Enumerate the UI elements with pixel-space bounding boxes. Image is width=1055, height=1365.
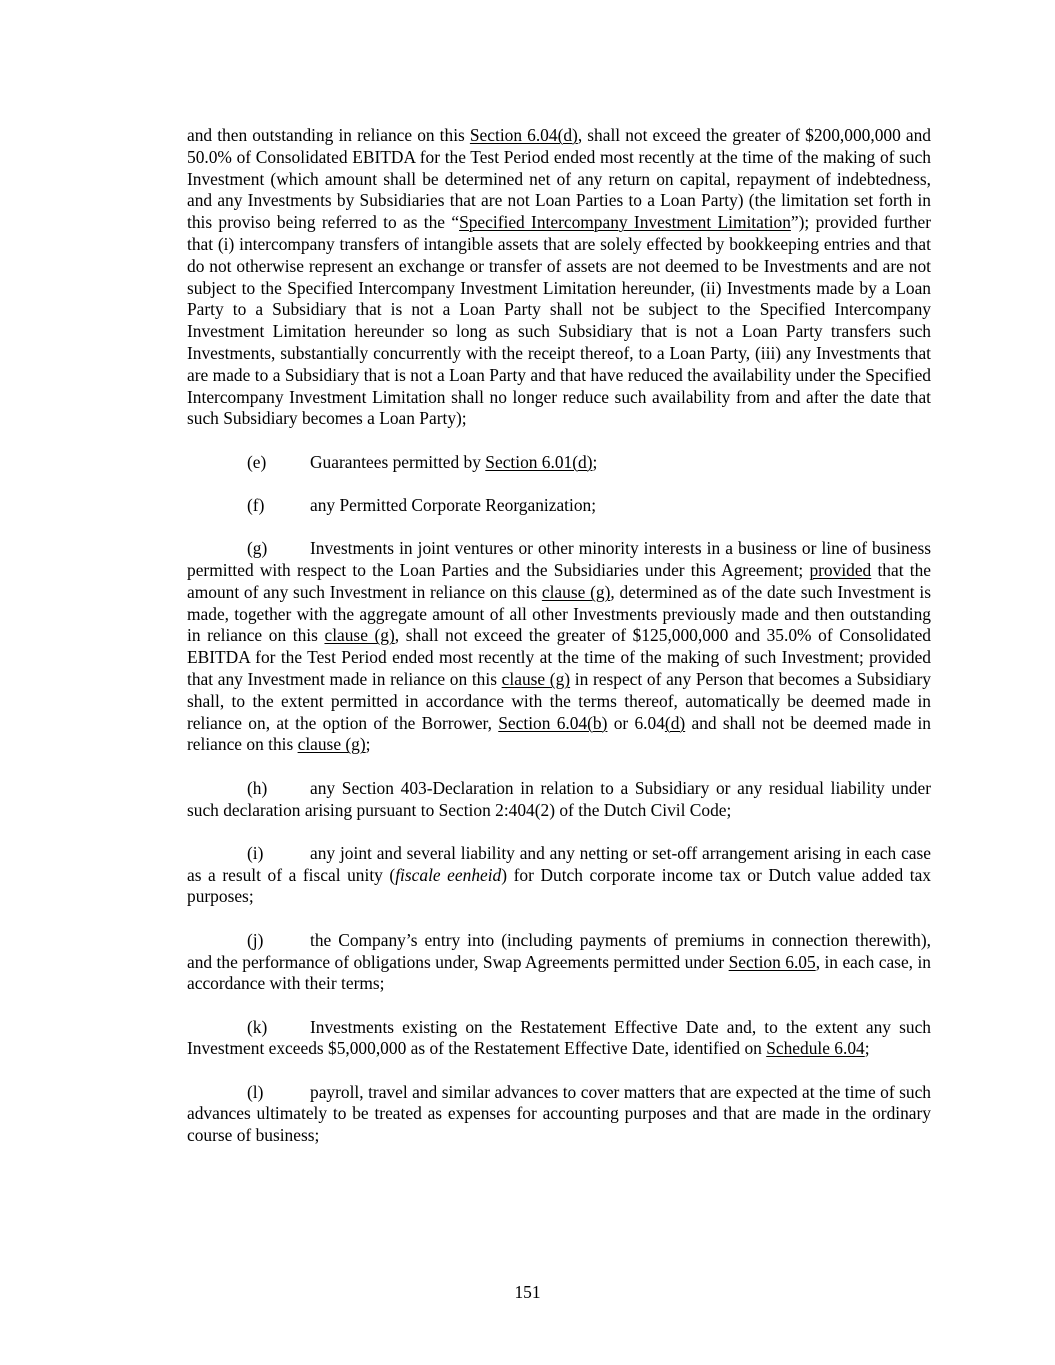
page-number: 151 bbox=[514, 1282, 541, 1302]
text: and then outstanding in reliance on this bbox=[187, 125, 470, 145]
cross-reference: Section 6.04(b) bbox=[498, 712, 608, 733]
text: payroll, travel and similar advances to cover matters that are expected at the time of such advances ultimately to be treated as expenses for accounting purposes and that are made in the ordinary course of business; bbox=[187, 1081, 931, 1146]
cross-reference: clause (g) bbox=[541, 581, 611, 602]
clause-label: (k) bbox=[247, 1016, 268, 1037]
text: ”); provided further that (i) intercompany transfers of intangible assets that are solely effected by bookkeeping entries and that do not otherwise represent an exchange or transfer of assets are not deemed to be Investments and are not subject to the Specified Intercompany Investment Limitation hereunder, (ii) Investments made by a Loan Party to a Subsidiary that is not a Loan Party shall not be subject to the Specified Intercompany Investment Limitation hereunder so long as such Subsidiary that is not a Loan Party transfers such Investments, substantially concurrently with the receipt thereof, to a Loan Party, (iii) any Investments that are made to a Subsidiary that is not a Loan Party and that have reduced the availability under the Specified Intercompany Investment Limitation shall no longer reduce such availability from and after the date that such Subsidiary becomes a Loan Party); bbox=[187, 212, 932, 429]
paragraph-d-continuation bbox=[187, 125, 931, 430]
clause-label: (f) bbox=[247, 494, 265, 515]
clause-label: (j) bbox=[247, 929, 264, 950]
text: , shall not exceed the greater of $200,000,000 and 50.0% of Consolidated EBITDA for the Test Period ended most recently at the time of the making of such Investment (which amount shall be determined net of any return on capital, repayment of indebtedness, and any Investments by Subsidiaries that are not Loan Parties to a Loan Party) (the limitation set forth in this proviso being referred to as the “ bbox=[187, 125, 931, 233]
text: any Permitted Corporate Reorganization; bbox=[310, 494, 597, 515]
text: and shall not be deemed made in reliance on this bbox=[187, 712, 931, 755]
paragraph-e bbox=[187, 452, 931, 474]
paragraph-k bbox=[187, 1017, 931, 1061]
cross-reference: clause (g) bbox=[324, 625, 395, 646]
cross-reference: Section 6.01(d) bbox=[485, 451, 593, 472]
text: any joint and several liability and any netting or set-off arrangement arising in each case as a result of a fiscal unity ( bbox=[187, 842, 931, 885]
text: ; bbox=[365, 734, 371, 755]
document-body bbox=[187, 125, 931, 1169]
text: any Section 403-Declaration in relation to a Subsidiary or any residual liability under such declaration arising pursuant to Section 2:404(2) of the Dutch Civil Code; bbox=[187, 777, 931, 820]
cross-reference: Section 6.04(d) bbox=[469, 125, 578, 145]
paragraph-g bbox=[187, 538, 931, 756]
clause-label: (i) bbox=[247, 842, 264, 863]
text: ; bbox=[864, 1038, 870, 1059]
paragraph-l bbox=[187, 1082, 931, 1147]
paragraph-f bbox=[187, 495, 931, 517]
text: , in each case, in accordance with their terms; bbox=[187, 951, 931, 994]
clause-label: (h) bbox=[247, 777, 268, 798]
text: ; bbox=[592, 451, 598, 472]
text: in respect of any Person that becomes a Subsidiary shall, to the extent permitted in accordance with the terms thereof, automatically be deemed made in reliance on, at the option of the Borrower, bbox=[187, 669, 931, 733]
clause-label: (g) bbox=[247, 538, 268, 559]
cross-reference: Schedule 6.04 bbox=[766, 1038, 865, 1059]
cross-reference: (d) bbox=[664, 712, 686, 733]
cross-reference: clause (g) bbox=[501, 669, 571, 690]
defined-term: Specified Intercompany Investment Limitation bbox=[459, 212, 791, 233]
text: , determined as of the date such Investment is made, together with the aggregate amount of all other Investments previously made and then outstanding in reliance on this bbox=[187, 581, 932, 646]
defined-term: provided bbox=[809, 560, 872, 581]
text: the Company’s entry into (including payments of premiums in connection therewith), and the performance of obligations under, Swap Agreements permitted under bbox=[187, 929, 931, 972]
cross-reference: Section 6.05 bbox=[728, 951, 816, 972]
italic-term: fiscale eenheid bbox=[395, 864, 502, 885]
clause-label: (e) bbox=[247, 451, 267, 472]
cross-reference: clause (g) bbox=[297, 734, 366, 755]
clause-label: (l) bbox=[247, 1081, 264, 1102]
text: , shall not exceed the greater of $125,000,000 and 35.0% of Consolidated EBITDA for the Test Period ended most recently at the time of the making of such Investment; provided that any Investment made in reliance on this bbox=[187, 625, 931, 690]
text: that the amount of any such Investment in reliance on this bbox=[187, 560, 931, 602]
paragraph-h bbox=[187, 778, 931, 822]
paragraph-j bbox=[187, 930, 931, 995]
text: Investments existing on the Restatement Effective Date and, to the extent any such Investment exceeds $5,000,000 as of the Restatement Effective Date, identified on bbox=[187, 1016, 931, 1059]
text: ) for Dutch corporate income tax or Dutch value added tax purposes; bbox=[187, 864, 931, 907]
text: Guarantees permitted by bbox=[310, 451, 486, 472]
paragraph-i bbox=[187, 843, 931, 908]
text: Investments in joint ventures or other minority interests in a business or line of business permitted with respect to the Loan Parties and the Subsidiaries under this Agreement; bbox=[187, 538, 931, 581]
text: or 6.04 bbox=[607, 712, 665, 733]
